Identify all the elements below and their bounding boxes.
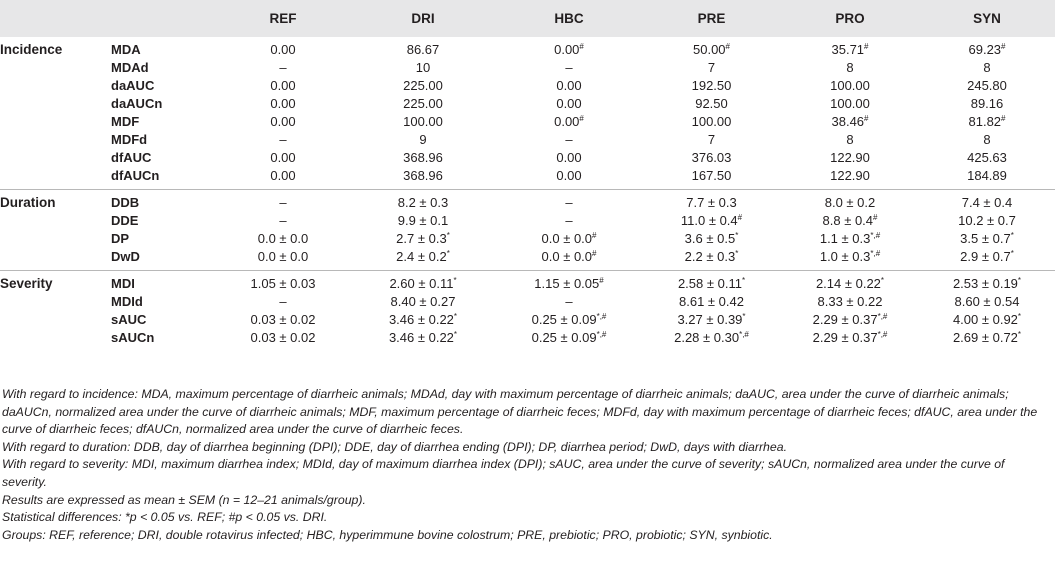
value-cell <box>496 230 642 248</box>
variable-label: sAUC <box>111 312 147 327</box>
section-spacer <box>0 77 111 95</box>
value-cell <box>496 311 642 329</box>
section-spacer <box>0 293 111 311</box>
significance-marker: * <box>1010 249 1014 258</box>
significance-marker: # <box>873 213 878 222</box>
footnote-incidence: With regard to incidence: MDA, maximum percentage of diarrheic animals; MDAd, day with maximum percentage of diarrheic animals; daAUC, area under the curve of diarrheic animals; daAUCn, normalized area under the curve of diarrheic animals; MDF, maximum percentage of diarrheic feces; MDFd, day with maximum percentage of diarrheic feces; dfAUC, area under the curve of diarrheic feces; dfAUCn, normalized area under the curve of diarrheic feces. <box>2 387 1038 437</box>
significance-marker: * <box>741 276 746 285</box>
table-row <box>0 190 1055 213</box>
value-cell <box>350 293 496 311</box>
section-spacer <box>0 311 111 329</box>
cell-value: 2.14 ± 0.22 <box>815 276 881 291</box>
significance-marker: * <box>1010 231 1014 240</box>
cell-value: 0.00 <box>556 168 582 183</box>
cell-value: 3.46 ± 0.22 <box>388 312 454 327</box>
value-cell <box>496 329 642 351</box>
value-cell <box>919 271 1055 294</box>
value-cell <box>781 248 919 271</box>
cell-value: 0.0 ± 0.0 <box>257 231 309 246</box>
value-cell <box>642 95 781 113</box>
table-row <box>0 95 1055 113</box>
cell-value: 0.00 <box>270 96 296 111</box>
value-cell <box>642 131 781 149</box>
section-spacer <box>0 248 111 271</box>
table-row <box>0 167 1055 190</box>
value-cell <box>496 212 642 230</box>
variable-label: DwD <box>111 249 140 264</box>
cell-value: 192.50 <box>691 78 732 93</box>
cell-value: 0.03 ± 0.02 <box>250 312 316 327</box>
header-cell: HBC <box>554 11 584 26</box>
cell-value: 2.29 ± 0.37 <box>812 330 878 345</box>
value-cell <box>919 131 1055 149</box>
value-cell <box>496 131 642 149</box>
header-cell: SYN <box>973 11 1001 26</box>
value-cell <box>919 167 1055 190</box>
value-cell <box>216 131 350 149</box>
significance-marker: * <box>735 249 739 258</box>
significance-marker: *,# <box>877 312 888 321</box>
value-cell <box>496 167 642 190</box>
significance-marker: # <box>864 114 869 123</box>
table-row <box>0 113 1055 131</box>
cell-value: 9.9 ± 0.1 <box>397 213 449 228</box>
table-row <box>0 77 1055 95</box>
value-cell <box>216 59 350 77</box>
section-spacer <box>0 95 111 113</box>
table-row <box>0 311 1055 329</box>
cell-value: 3.5 ± 0.7 <box>960 231 1011 246</box>
cell-value: 225.00 <box>403 78 443 93</box>
header-cell: PRE <box>697 11 726 26</box>
significance-marker: * <box>453 312 458 321</box>
significance-marker: * <box>453 276 457 285</box>
header-cell <box>0 0 111 37</box>
variable-label: MDId <box>111 294 143 309</box>
significance-marker: # <box>737 213 743 222</box>
value-cell <box>919 77 1055 95</box>
value-cell <box>642 77 781 95</box>
section-spacer <box>0 149 111 167</box>
value-cell <box>350 59 496 77</box>
cell-value: 2.58 ± 0.11 <box>677 276 742 291</box>
value-cell <box>919 149 1055 167</box>
cell-value: 81.82 <box>968 114 1002 129</box>
value-cell <box>496 271 642 294</box>
cell-value: 2.7 ± 0.3 <box>396 231 447 246</box>
value-cell <box>781 113 919 131</box>
value-cell <box>216 329 350 351</box>
cell-value: 0.00 <box>556 96 582 111</box>
variable-label: daAUCn <box>111 96 163 111</box>
cell-value: 100.00 <box>830 96 870 111</box>
cell-value: 38.46 <box>831 114 865 129</box>
cell-value: 1.15 ± 0.05 <box>534 276 600 291</box>
section-label: Incidence <box>0 42 63 57</box>
cell-value: 8.33 ± 0.22 <box>817 294 883 309</box>
value-cell <box>350 149 496 167</box>
cell-value: 92.50 <box>695 96 728 111</box>
cell-value: 0.25 ± 0.09 <box>531 330 597 345</box>
cell-value: 7.4 ± 0.4 <box>961 195 1013 210</box>
cell-value: – <box>565 195 573 210</box>
significance-marker: *,# <box>870 231 881 240</box>
value-cell <box>350 230 496 248</box>
significance-marker: *,# <box>877 330 888 339</box>
cell-value: – <box>279 132 287 147</box>
variable-label: dfAUCn <box>111 168 160 183</box>
cell-value: 2.28 ± 0.30 <box>674 330 740 345</box>
cell-value: 2.60 ± 0.11 <box>389 276 454 291</box>
footnote-duration: With regard to duration: DDB, day of diarrhea beginning (DPI); DDE, day of diarrhea ending (DPI); DP, diarrhea period; DwD, days with diarrhea. <box>2 439 787 454</box>
value-cell <box>496 59 642 77</box>
cell-value: 0.0 ± 0.0 <box>541 249 593 264</box>
table-row <box>0 230 1055 248</box>
value-cell <box>216 293 350 311</box>
table-row <box>0 212 1055 230</box>
cell-value: – <box>565 294 573 309</box>
value-cell <box>781 59 919 77</box>
value-cell <box>919 293 1055 311</box>
table-row <box>0 293 1055 311</box>
cell-value: 8.8 ± 0.4 <box>822 213 874 228</box>
section-spacer <box>0 113 111 131</box>
cell-value: 8.61 ± 0.42 <box>679 294 744 309</box>
variable-label: MDAd <box>111 60 149 75</box>
value-cell <box>781 37 919 59</box>
value-cell <box>216 248 350 271</box>
header-cell <box>111 0 216 37</box>
table-body <box>0 37 1055 351</box>
value-cell <box>216 212 350 230</box>
cell-value: 376.03 <box>691 150 732 165</box>
value-cell <box>781 293 919 311</box>
value-cell <box>919 311 1055 329</box>
cell-value: 100.00 <box>830 78 870 93</box>
cell-value: 1.05 ± 0.03 <box>250 276 316 291</box>
cell-value: 2.53 ± 0.19 <box>952 276 1018 291</box>
value-cell <box>642 190 781 213</box>
value-cell <box>781 149 919 167</box>
table-footnotes <box>2 386 1052 544</box>
cell-value: 0.0 ± 0.0 <box>257 249 309 264</box>
cell-value: 8 <box>983 60 991 75</box>
value-cell <box>350 248 496 271</box>
cell-value: 10.2 ± 0.7 <box>958 213 1016 228</box>
header-cell: REF <box>269 11 297 26</box>
value-cell <box>642 230 781 248</box>
variable-label: MDF <box>111 114 140 129</box>
value-cell <box>496 77 642 95</box>
cell-value: 122.90 <box>830 150 870 165</box>
cell-value: 0.0 ± 0.0 <box>541 231 593 246</box>
cell-value: 35.71 <box>831 42 865 57</box>
cell-value: – <box>565 132 573 147</box>
value-cell <box>496 293 642 311</box>
significance-marker: # <box>1001 42 1006 51</box>
value-cell <box>216 113 350 131</box>
value-cell <box>216 77 350 95</box>
significance-marker: * <box>453 330 458 339</box>
cell-value: 2.29 ± 0.37 <box>812 312 878 327</box>
significance-marker: # <box>599 276 604 285</box>
value-cell <box>496 113 642 131</box>
value-cell <box>781 190 919 213</box>
value-cell <box>350 190 496 213</box>
significance-marker: # <box>592 231 597 240</box>
variable-label: DDE <box>111 213 139 228</box>
value-cell <box>781 230 919 248</box>
significance-marker: *,# <box>596 330 607 339</box>
section-label: Severity <box>0 271 111 294</box>
value-cell <box>350 77 496 95</box>
cell-value: 0.00 <box>556 78 582 93</box>
significance-marker: * <box>742 312 746 321</box>
value-cell <box>781 95 919 113</box>
cell-value: 0.00 <box>270 150 296 165</box>
cell-value: 8 <box>983 132 991 147</box>
cell-value: 7 <box>707 60 716 75</box>
header-cell: DRI <box>411 11 435 26</box>
section-spacer <box>0 212 111 230</box>
value-cell <box>216 149 350 167</box>
value-cell <box>642 248 781 271</box>
cell-value: 100.00 <box>403 114 443 129</box>
value-cell <box>919 230 1055 248</box>
cell-value: 2.69 ± 0.72 <box>952 330 1018 345</box>
section-label: Duration <box>0 190 111 213</box>
variable-label: dfAUC <box>111 150 152 165</box>
value-cell <box>642 167 781 190</box>
value-cell <box>642 212 781 230</box>
variable-label: DDB <box>111 190 216 213</box>
value-cell <box>781 212 919 230</box>
value-cell <box>919 59 1055 77</box>
value-cell <box>919 248 1055 271</box>
cell-value: 368.96 <box>403 150 443 165</box>
variable-label: daAUC <box>111 78 155 93</box>
cell-value: – <box>279 294 287 309</box>
value-cell <box>781 77 919 95</box>
cell-value: 3.46 ± 0.22 <box>388 330 454 345</box>
table-row <box>0 37 1055 59</box>
value-cell <box>642 311 781 329</box>
value-cell <box>642 271 781 294</box>
footnote-statistics: Statistical differences: *p < 0.05 vs. REF; #p < 0.05 vs. DRI. <box>2 510 328 525</box>
cell-value: – <box>279 213 287 228</box>
cell-value: 0.00 <box>270 42 296 57</box>
value-cell <box>350 271 496 294</box>
cell-value: 167.50 <box>691 168 732 183</box>
value-cell <box>350 212 496 230</box>
value-cell <box>350 167 496 190</box>
cell-value: 86.67 <box>406 42 440 57</box>
value-cell <box>216 167 350 190</box>
value-cell <box>216 230 350 248</box>
section-spacer <box>0 59 111 77</box>
variable-label: MDFd <box>111 132 148 147</box>
section-spacer <box>0 131 111 149</box>
cell-value: 50.00 <box>693 42 726 57</box>
significance-marker: * <box>1017 312 1022 321</box>
value-cell <box>350 95 496 113</box>
significance-marker: * <box>880 276 885 285</box>
significance-marker: # <box>864 42 869 51</box>
variable-label: MDA <box>111 42 141 57</box>
value-cell <box>919 212 1055 230</box>
value-cell <box>781 329 919 351</box>
value-cell <box>642 293 781 311</box>
value-cell <box>919 37 1055 59</box>
cell-value: 10 <box>415 60 431 75</box>
value-cell <box>216 95 350 113</box>
significance-marker: *,# <box>870 249 881 258</box>
cell-value: – <box>279 195 287 210</box>
cell-value: 4.00 ± 0.92 <box>952 312 1018 327</box>
cell-value: 9 <box>419 132 427 147</box>
cell-value: 425.63 <box>967 150 1007 165</box>
cell-value: 245.80 <box>967 78 1007 93</box>
value-cell <box>496 95 642 113</box>
value-cell <box>216 311 350 329</box>
cell-value: 184.89 <box>967 168 1007 183</box>
cell-value: 0.00 <box>554 42 580 57</box>
value-cell <box>642 149 781 167</box>
value-cell <box>350 131 496 149</box>
significance-marker: * <box>1017 276 1022 285</box>
footnote-groups: Groups: REF, reference; DRI, double rotavirus infected; HBC, hyperimmune bovine colostrum; PRE, prebiotic; PRO, probiotic; SYN, synbiotic. <box>2 527 773 542</box>
variable-label: MDI <box>111 271 216 294</box>
section-spacer <box>0 329 111 351</box>
variable-label: DP <box>111 231 130 246</box>
cell-value: 8.60 ± 0.54 <box>954 294 1020 309</box>
footnote-results: Results are expressed as mean ± SEM (n = 12–21 animals/group). <box>2 492 366 507</box>
value-cell <box>350 329 496 351</box>
variable-label: sAUCn <box>111 330 155 345</box>
cell-value: 11.0 ± 0.4 <box>680 213 738 228</box>
table-row <box>0 329 1055 351</box>
value-cell <box>350 37 496 59</box>
cell-value: – <box>565 60 573 75</box>
cell-value: 8.40 ± 0.27 <box>390 294 456 309</box>
cell-value: 0.00 <box>556 150 582 165</box>
value-cell <box>781 271 919 294</box>
cell-value: 100.00 <box>691 114 732 129</box>
value-cell <box>919 113 1055 131</box>
cell-value: 0.00 <box>270 114 296 129</box>
cell-value: 8.2 ± 0.3 <box>397 195 449 210</box>
cell-value: 8 <box>846 132 854 147</box>
cell-value: – <box>565 213 573 228</box>
cell-value: 0.00 <box>270 168 296 183</box>
cell-value: 3.6 ± 0.5 <box>684 231 736 246</box>
significance-marker: * <box>446 249 450 258</box>
value-cell <box>496 190 642 213</box>
value-cell <box>496 149 642 167</box>
section-spacer <box>0 230 111 248</box>
value-cell <box>642 37 781 59</box>
value-cell <box>216 271 350 294</box>
significance-marker: * <box>735 231 739 240</box>
value-cell <box>919 95 1055 113</box>
cell-value: 0.00 <box>554 114 580 129</box>
cell-value: 8 <box>846 60 854 75</box>
table-row <box>0 271 1055 294</box>
value-cell <box>781 131 919 149</box>
cell-value: 2.9 ± 0.7 <box>960 249 1011 264</box>
significance-marker: *,# <box>596 312 607 321</box>
cell-value: 122.90 <box>830 168 870 183</box>
header-row <box>0 0 1055 37</box>
cell-value: 89.16 <box>970 96 1004 111</box>
cell-value: 0.03 ± 0.02 <box>250 330 316 345</box>
value-cell <box>642 113 781 131</box>
cell-value: 2.2 ± 0.3 <box>684 249 736 264</box>
significance-marker: # <box>579 114 584 123</box>
significance-marker: * <box>1017 330 1022 339</box>
cell-value: 7 <box>707 132 716 147</box>
value-cell <box>642 329 781 351</box>
cell-value: 3.27 ± 0.39 <box>677 312 743 327</box>
cell-value: 1.0 ± 0.3 <box>819 249 871 264</box>
value-cell <box>350 113 496 131</box>
value-cell <box>496 37 642 59</box>
footnote-severity: With regard to severity: MDI, maximum diarrhea index; MDId, day of maximum diarrhea index (DPI); sAUC, area under the curve of severity; sAUCn, normalized area under the curve of severity. <box>2 457 1005 489</box>
cell-value: 7.7 ± 0.3 <box>686 195 737 210</box>
header-cell: PRO <box>835 11 865 26</box>
significance-marker: * <box>446 231 450 240</box>
value-cell <box>642 59 781 77</box>
value-cell <box>496 248 642 271</box>
value-cell <box>216 190 350 213</box>
significance-marker: *,# <box>739 330 749 339</box>
cell-value: 69.23 <box>968 42 1002 57</box>
significance-marker: # <box>592 249 597 258</box>
cell-value: 8.0 ± 0.2 <box>824 195 876 210</box>
cell-value: 0.00 <box>270 78 296 93</box>
value-cell <box>919 190 1055 213</box>
value-cell <box>919 329 1055 351</box>
cell-value: 225.00 <box>403 96 443 111</box>
value-cell <box>216 37 350 59</box>
table-row <box>0 149 1055 167</box>
cell-value: 2.4 ± 0.2 <box>396 249 447 264</box>
table-row <box>0 248 1055 271</box>
table-row <box>0 131 1055 149</box>
cell-value: 1.1 ± 0.3 <box>819 231 871 246</box>
significance-marker: # <box>725 42 730 51</box>
value-cell <box>781 311 919 329</box>
cell-value: 0.25 ± 0.09 <box>531 312 597 327</box>
table-row <box>0 59 1055 77</box>
significance-marker: # <box>579 42 584 51</box>
cell-value: – <box>279 60 287 75</box>
significance-marker: # <box>1001 114 1006 123</box>
value-cell <box>781 167 919 190</box>
cell-value: 368.96 <box>403 168 443 183</box>
value-cell <box>350 311 496 329</box>
section-spacer <box>0 167 111 190</box>
